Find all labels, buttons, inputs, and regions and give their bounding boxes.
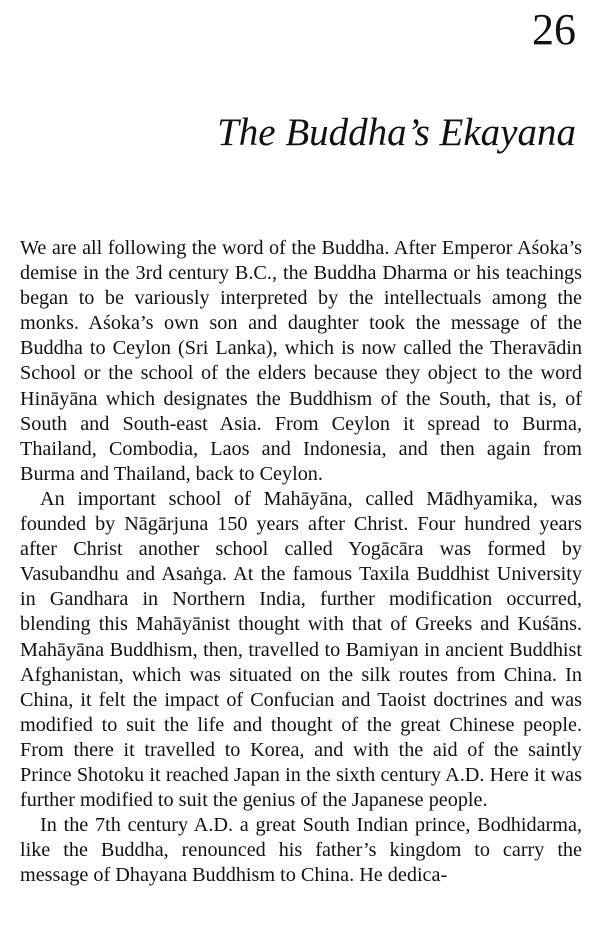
paragraph-1: We are all following the word of the Buddha. After Emperor Aśoka’s demise in the 3rd century B.C., the Buddha Dharma or his teachings began to be variously interpreted by the intellectuals among the monks. Aśoka’s own son and daughter took the message of the Buddha to Ceylon (Sri Lanka), which is now called the Theravādin School or the school of the elders because they object to the word Hināyāna which designates the Buddhism of the South, that is, of South and South-east Asia. From Ceylon it spread to Burma, Thailand, Combodia, Laos and Indonesia, and then again from Burma and Thailand, back to Ceylon. — [20, 237, 582, 485]
paragraph-3: In the 7th century A.D. a great South Indian prince, Bodhidarma, like the Buddha, renounced his father’s kingdom to carry the message of Dhayana Buddhism to China. He dedica- — [20, 814, 582, 887]
chapter-title: The Buddha’s Ekayana — [217, 111, 576, 154]
paragraph-2: An important school of Mahāyāna, called Mādhyamika, was founded by Nāgārjuna 150 years after Christ. Four hundred years after Christ another school called Yogācāra was formed by Vasubandhu and Asaṅga. At the famous Taxila Buddhist University in Gandhara in Northern India, further modification occurred, blending this Mahāyānist thought with that of Greeks and Kuśāns. Mahāyāna Buddhism, then, travelled to Bamiyan in ancient Buddhist Afghanistan, which was situated on the silk routes from China. In China, it felt the impact of Confucian and Taoist doctrines and was modified to suit the life and thought of the great Chinese people. From there it travelled to Korea, and with the aid of the saintly Prince Shotoku it reached Japan in the sixth century A.D. Here it was further modified to suit the genius of the Japanese people. — [20, 487, 582, 812]
chapter-number: 26 — [532, 5, 576, 54]
body-text — [20, 236, 582, 888]
